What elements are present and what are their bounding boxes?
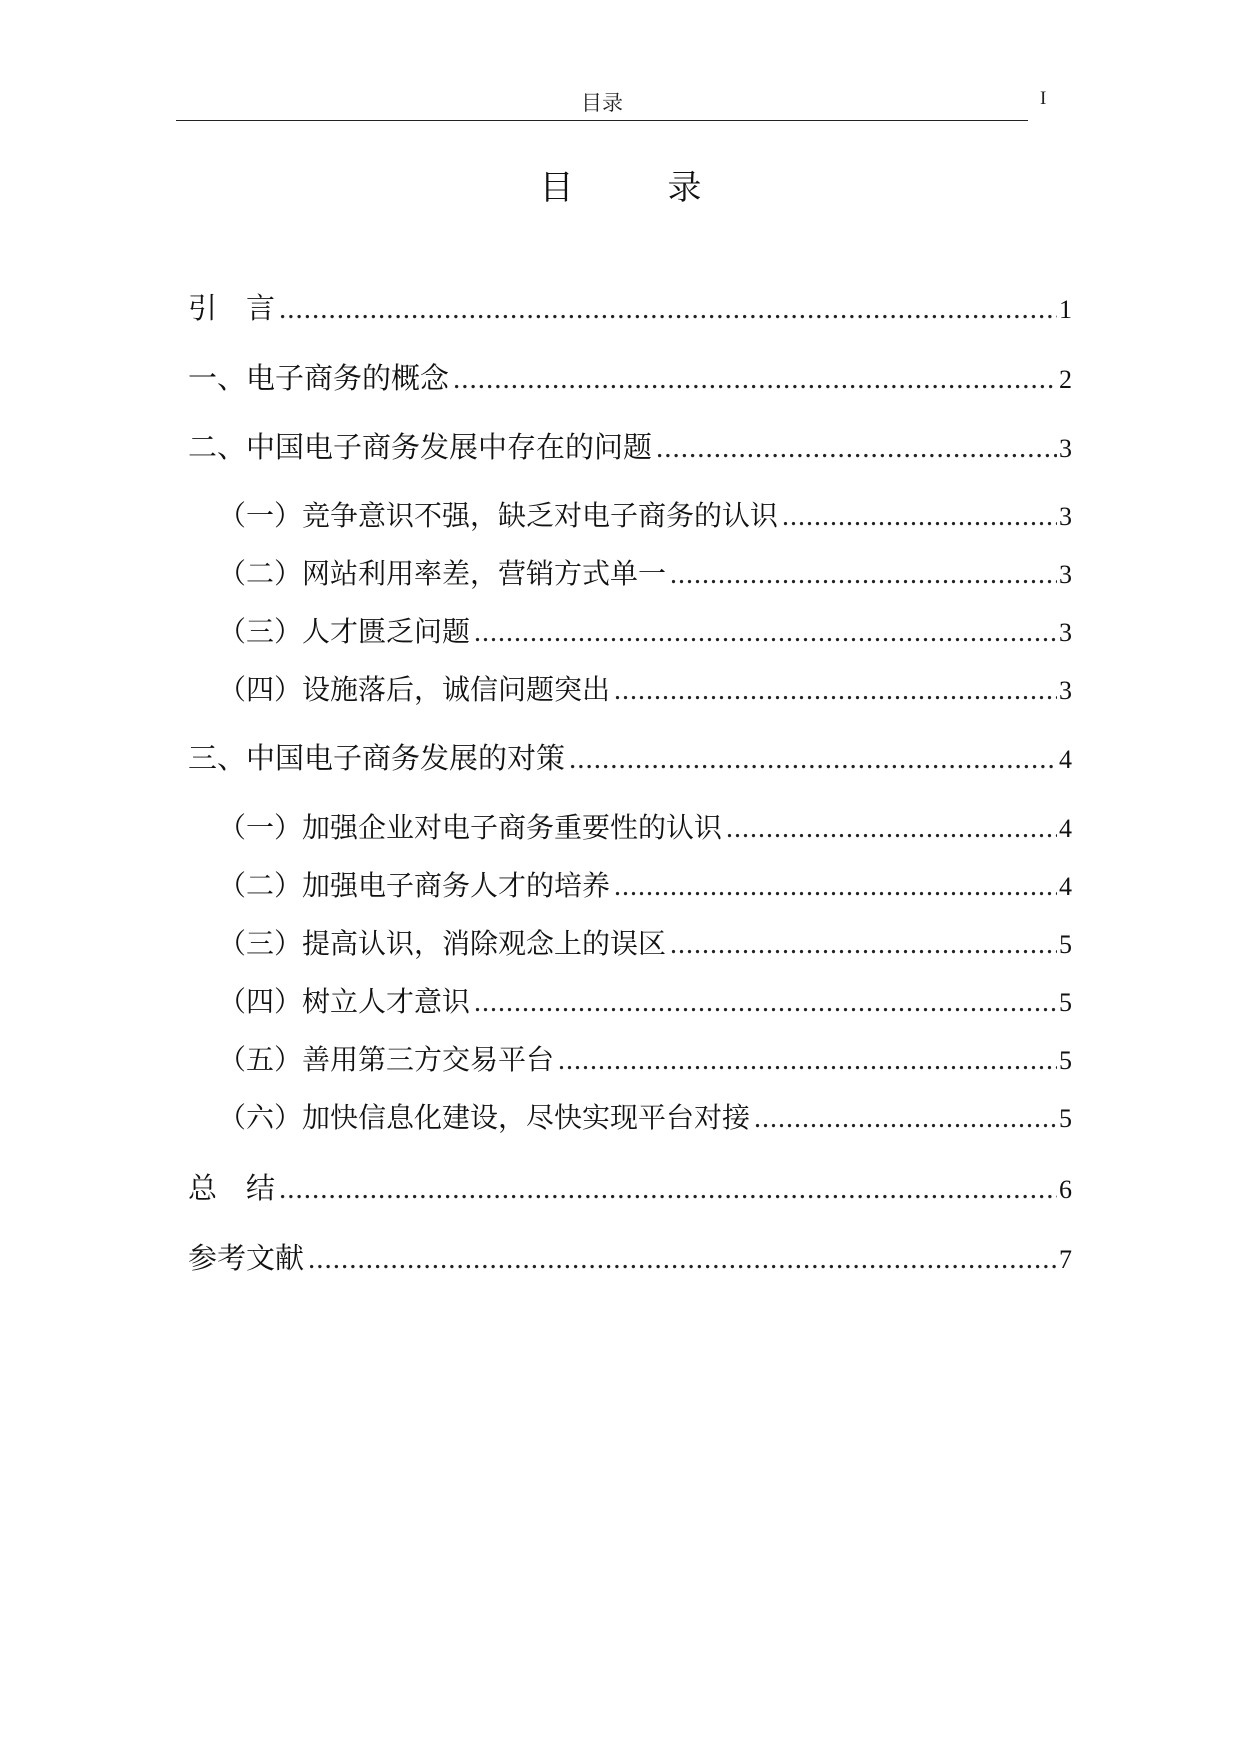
toc-entry-page: 3	[1059, 502, 1072, 531]
toc-entry-page: 2	[1059, 365, 1072, 394]
toc-leader-dots	[308, 1243, 1057, 1276]
toc-entry-page: 5	[1059, 988, 1072, 1017]
toc-leader-dots	[558, 1045, 1057, 1077]
toc-leader-dots	[726, 813, 1057, 845]
toc-leader-dots	[782, 501, 1057, 533]
toc-entry-label: （四）设施落后，诚信问题突出	[218, 673, 611, 706]
toc-leader-dots	[614, 871, 1057, 903]
toc-entry[interactable]	[218, 494, 1072, 534]
toc-entry-page: 4	[1059, 745, 1072, 774]
toc-entry-page: 5	[1059, 1104, 1072, 1133]
toc-leader-dots	[453, 363, 1057, 396]
toc-entry-label: （一）竞争意识不强，缺乏对电子商务的认识	[218, 499, 779, 532]
toc-entry[interactable]	[218, 668, 1072, 708]
toc-entry[interactable]	[188, 736, 1072, 777]
toc-leader-dots	[474, 617, 1057, 649]
toc-entry-label: 参考文献	[188, 1241, 305, 1275]
toc-entry[interactable]	[218, 610, 1072, 650]
toc-entry-label: （六）加快信息化建设，尽快实现平台对接	[218, 1101, 751, 1134]
toc-entry[interactable]	[188, 425, 1072, 466]
toc-entry-page: 3	[1059, 434, 1072, 463]
toc-entry-label: 引 言	[188, 291, 276, 325]
toc-entry-label: （四）树立人才意识	[218, 985, 471, 1018]
running-header: 目录	[176, 90, 1028, 121]
toc-leader-dots	[279, 1173, 1057, 1206]
toc-entry[interactable]	[188, 1236, 1072, 1277]
toc-entry[interactable]	[188, 1166, 1072, 1207]
toc-entry[interactable]	[218, 552, 1072, 592]
toc-entry[interactable]	[218, 922, 1072, 962]
toc-entry[interactable]	[218, 864, 1072, 904]
toc-entry-label: （二）加强电子商务人才的培养	[218, 869, 611, 902]
toc-entry-label: 二、中国电子商务发展中存在的问题	[188, 430, 653, 464]
toc-entry[interactable]	[188, 286, 1072, 327]
toc-leader-dots	[279, 293, 1057, 326]
toc-entry-page: 5	[1059, 930, 1072, 959]
toc-leader-dots	[754, 1103, 1057, 1135]
toc-entry-page: 3	[1059, 618, 1072, 647]
toc-entry-page: 6	[1059, 1175, 1072, 1204]
toc-entry-label: （三）人才匮乏问题	[218, 615, 471, 648]
toc-entry[interactable]	[218, 980, 1072, 1020]
toc-entry[interactable]	[218, 1096, 1072, 1136]
toc-leader-dots	[474, 987, 1057, 1019]
toc-entry-page: 5	[1059, 1046, 1072, 1075]
toc-entry[interactable]	[188, 356, 1072, 397]
toc-leader-dots	[670, 559, 1057, 591]
toc-entry-label: 一、电子商务的概念	[188, 361, 450, 395]
page-number: I	[1040, 88, 1047, 109]
toc-entry-label: （三）提高认识，消除观念上的误区	[218, 927, 667, 960]
toc-leader-dots	[614, 675, 1057, 707]
toc-leader-dots	[569, 743, 1057, 776]
toc-entry-page: 3	[1059, 560, 1072, 589]
toc-entry-page: 4	[1059, 872, 1072, 901]
toc-entry-page: 1	[1059, 295, 1072, 324]
toc-entry-page: 4	[1059, 814, 1072, 843]
toc-entry-page: 7	[1059, 1245, 1072, 1274]
toc-title: 目 录	[539, 168, 732, 208]
toc-entry-label: （五）善用第三方交易平台	[218, 1043, 555, 1076]
toc-entry-page: 3	[1059, 676, 1072, 705]
toc-entry[interactable]	[218, 806, 1072, 846]
toc-leader-dots	[670, 929, 1057, 961]
toc-entry-label: 三、中国电子商务发展的对策	[188, 741, 566, 775]
toc-entry-label: 总 结	[188, 1171, 276, 1205]
toc-leader-dots	[656, 432, 1057, 465]
toc-entry-label: （一）加强企业对电子商务重要性的认识	[218, 811, 723, 844]
toc-entry-label: （二）网站利用率差，营销方式单一	[218, 557, 667, 590]
toc-entry[interactable]	[218, 1038, 1072, 1078]
